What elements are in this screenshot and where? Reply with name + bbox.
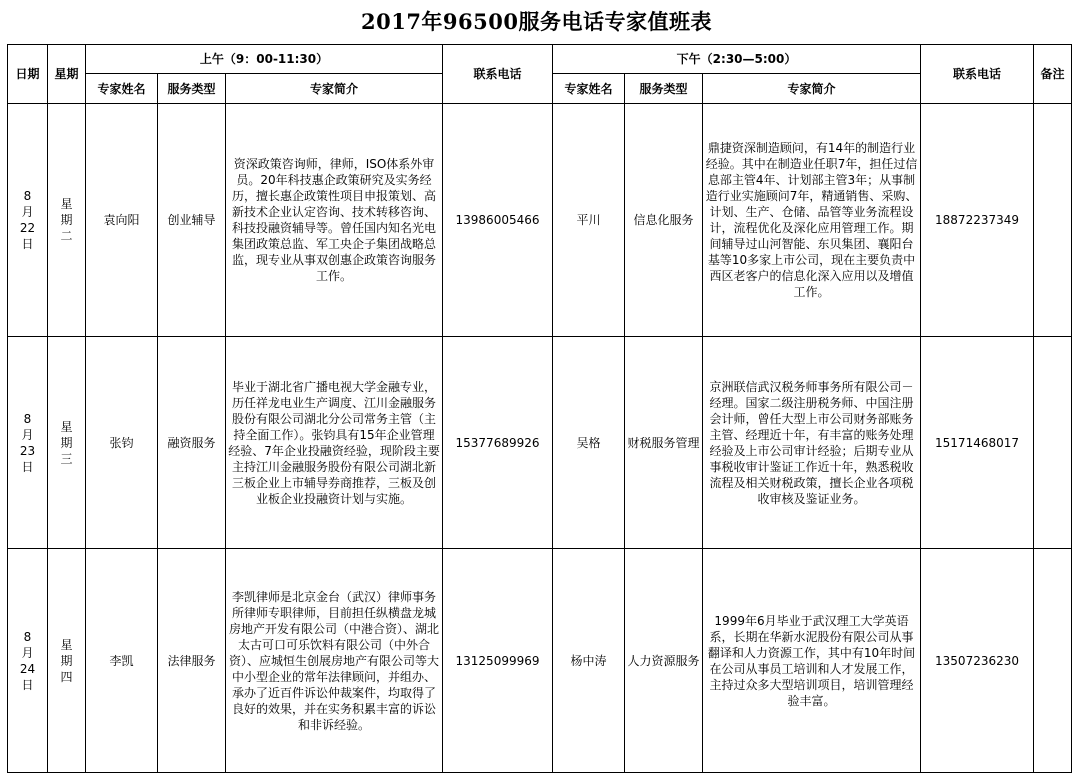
table-row <box>8 337 1072 549</box>
header-am-intro: 专家简介 <box>226 74 443 104</box>
weekday-part: 星 <box>60 197 73 211</box>
am-expert-name: 李凯 <box>86 549 158 773</box>
date-part: 月 <box>21 427 34 442</box>
weekday-part: 期 <box>60 435 73 450</box>
header-am-expert-name: 专家姓名 <box>86 74 158 104</box>
am-service-type: 法律服务 <box>158 549 226 773</box>
header-date: 日期 <box>8 45 48 104</box>
header-am-period: 上午（9：00-11:30） <box>86 45 443 74</box>
am-expert-intro: 毕业于湖北省广播电视大学金融专业，历任祥龙电业生产调度、江川金融服务股份有限公司湖北分公司常务主管（主持全面工作）。张钧具有15年企业管理经验、7年企业投融资经验，现阶段主要主持江川金融服务股份有限公司湖北新三板企业上市辅导券商推荐，三板及创业板企业投融资计划与实施。 <box>226 337 443 549</box>
header-note: 备注 <box>1034 45 1072 104</box>
am-phone: 13125099969 <box>443 549 553 773</box>
note-cell <box>1034 549 1072 773</box>
date-part: 22 <box>19 221 36 235</box>
header-am-service-type: 服务类型 <box>158 74 226 104</box>
header-am-phone: 联系电话 <box>443 45 553 104</box>
weekday-part: 星 <box>60 637 73 652</box>
pm-service-type: 信息化服务 <box>625 104 703 337</box>
date-part: 8 <box>23 629 32 644</box>
header-row-1 <box>8 45 1072 74</box>
table-row <box>8 104 1072 337</box>
date-cell <box>8 337 48 549</box>
weekday-part: 二 <box>60 229 73 243</box>
pm-phone: 18872237349 <box>921 104 1034 337</box>
header-pm-phone: 联系电话 <box>921 45 1034 104</box>
pm-expert-name: 吴格 <box>553 337 625 549</box>
header-pm-period: 下午（2:30—5:00） <box>553 45 921 74</box>
pm-expert-intro: 1999年6月毕业于武汉理工大学英语系，长期在华新水泥股份有限公司从事翻译和人力资源工作，其中有10年时间在公司从事员工培训和人才发展工作，主持过众多大型培训项目，培训管理经验丰富。 <box>703 549 921 773</box>
pm-phone: 15171468017 <box>921 337 1034 549</box>
date-part: 日 <box>21 459 34 474</box>
date-part: 8 <box>23 189 32 203</box>
date-part: 23 <box>19 443 36 458</box>
weekday-cell <box>48 549 86 773</box>
date-part: 月 <box>21 645 34 660</box>
note-cell <box>1034 104 1072 337</box>
weekday-part: 四 <box>60 669 73 684</box>
date-part: 月 <box>21 205 34 219</box>
date-cell <box>8 104 48 337</box>
header-pm-expert-name: 专家姓名 <box>553 74 625 104</box>
weekday-part: 期 <box>60 653 73 668</box>
table-row <box>8 549 1072 773</box>
duty-schedule-table <box>7 44 1072 773</box>
pm-service-type: 财税服务管理 <box>625 337 703 549</box>
am-service-type: 融资服务 <box>158 337 226 549</box>
weekday-part: 期 <box>60 213 73 227</box>
header-pm-service-type: 服务类型 <box>625 74 703 104</box>
header-weekday: 星期 <box>48 45 86 104</box>
am-expert-intro: 李凯律师是北京金台（武汉）律师事务所律师专职律师，目前担任纵横盘龙城房地产开发有限公司（中港合资）、湖北太古可口可乐饮料有限公司（中外合资）、应城恒生创展房地产有限公司等大中小型企业的常年法律顾问，并组办、承办了近百件诉讼仲裁案件，均取得了良好的效果，并在实务积累丰富的诉讼和非诉经验。 <box>226 549 443 773</box>
header-pm-intro: 专家简介 <box>703 74 921 104</box>
am-phone: 15377689926 <box>443 337 553 549</box>
am-expert-name: 张钧 <box>86 337 158 549</box>
pm-expert-name: 平川 <box>553 104 625 337</box>
date-part: 24 <box>19 661 36 676</box>
date-part: 8 <box>23 411 32 426</box>
am-expert-name: 袁向阳 <box>86 104 158 337</box>
am-phone: 13986005466 <box>443 104 553 337</box>
date-cell <box>8 549 48 773</box>
am-expert-intro: 资深政策咨询师，律师，ISO体系外审员。20年科技惠企政策研究及实务经历，擅长惠企政策性项目申报策划、高新技术企业认定咨询、技术转移咨询、科技投融资辅导等。曾任国内知名光电集团政策总监、军工央企子集团战略总监，现专业从事双创惠企政策咨询服务工作。 <box>226 104 443 337</box>
pm-phone: 13507236230 <box>921 549 1034 773</box>
pm-expert-name: 杨中涛 <box>553 549 625 773</box>
weekday-part: 三 <box>60 451 73 466</box>
weekday-cell <box>48 337 86 549</box>
weekday-cell <box>48 104 86 337</box>
note-cell <box>1034 337 1072 549</box>
date-part: 日 <box>21 237 34 251</box>
weekday-part: 星 <box>60 419 73 434</box>
page-title: 2017年96500服务电话专家值班表 <box>360 9 712 34</box>
date-part: 日 <box>21 677 34 692</box>
pm-service-type: 人力资源服务 <box>625 549 703 773</box>
pm-expert-intro: 京洲联信武汉税务师事务所有限公司－经理。国家二级注册税务师、中国注册会计师，曾任大型上市公司财务部账务主管、经理近十年，有丰富的账务处理经验及上市公司审计经验；后期专业从事税收审计鉴证工作近十年，熟悉税收流程及相关财税政策，擅长企业各项税收审核及鉴证业务。 <box>703 337 921 549</box>
am-service-type: 创业辅导 <box>158 104 226 337</box>
pm-expert-intro: 鼎捷资深制造顾问，有14年的制造行业经验。其中在制造业任职7年，担任过信息部主管4年、计划部主管3年；从事制造行业实施顾问7年，精通销售、采购、计划、生产、仓储、品管等业务流程设计，流程优化及深化应用管理工作。期间辅导过山河智能、东贝集团、襄阳台基等10多家上市公司，现在主要负责中西区老客户的信息化深入应用以及增值工作。 <box>703 104 921 337</box>
